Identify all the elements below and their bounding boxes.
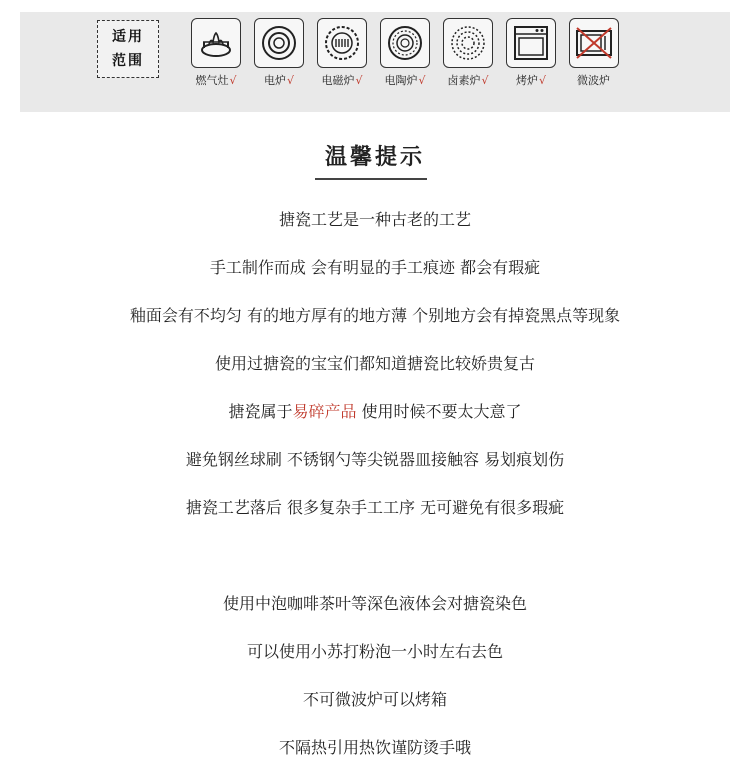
tip-line: 釉面会有不均匀 有的地方厚有的地方薄 个别地方会有掉瓷黑点等现象 [129, 306, 621, 325]
tip-line: 不隔热引用热饮谨防烫手哦 [278, 738, 471, 757]
scope-label-line1: 适用 [112, 29, 144, 45]
tip-text-after: 使用时候不要太大意了 [356, 402, 522, 421]
tip-text-before: 搪瓷属于 [228, 402, 293, 421]
stove-item-electric [249, 18, 309, 88]
stove-label: 电陶炉 [384, 74, 418, 87]
check-mark: √ [229, 74, 237, 87]
tip-line: 搪瓷工艺是一种古老的工艺 [278, 210, 471, 229]
stove-item-halogen [438, 18, 498, 88]
check-mark: √ [286, 74, 294, 87]
stove-label: 烤炉 [515, 74, 538, 87]
tips-title: 温馨提示 [324, 145, 425, 170]
check-mark: √ [418, 74, 426, 87]
ceramic-cooker-icon [380, 18, 430, 68]
oven-icon [506, 18, 556, 68]
check-mark: √ [481, 74, 489, 87]
stove-label: 燃气灶 [195, 74, 229, 87]
tip-line: 搪瓷工艺落后 很多复杂手工工序 无可避免有很多瑕疵 [185, 498, 565, 517]
stove-item-induction [312, 18, 372, 88]
tip-line: 不可微波炉可以烤箱 [302, 690, 447, 709]
tip-line-fragile [0, 399, 750, 422]
check-mark: √ [355, 74, 363, 87]
tip-line: 使用中泡咖啡茶叶等深色液体会对搪瓷染色 [222, 594, 527, 613]
stove-label: 电磁炉 [321, 74, 355, 87]
scope-label-line2: 范围 [112, 53, 144, 69]
scope-label-box [97, 20, 159, 78]
stove-item-microwave [564, 18, 624, 88]
stove-label: 微波炉 [577, 74, 610, 87]
induction-cooker-icon [317, 18, 367, 68]
tip-line: 使用过搪瓷的宝宝们都知道搪瓷比较娇贵复古 [214, 354, 535, 373]
gas-stove-icon [191, 18, 241, 68]
tip-line: 可以使用小苏打粉泡一小时左右去色 [246, 642, 503, 661]
check-mark: √ [538, 74, 546, 87]
stove-item-gas [186, 18, 246, 88]
microwave-crossed-icon [569, 18, 619, 68]
tip-line: 避免钢丝球刷 不锈钢勺等尖锐器皿接触容 易划痕划伤 [185, 450, 565, 469]
fragile-highlight: 易碎产品 [292, 402, 357, 421]
stove-label: 电炉 [263, 74, 286, 87]
tip-line: 手工制作而成 会有明显的手工痕迹 都会有瑕疵 [209, 258, 541, 277]
stove-label: 卤素炉 [447, 74, 481, 87]
stove-item-oven [501, 18, 561, 88]
halogen-cooker-icon [443, 18, 493, 68]
title-underline [315, 178, 427, 180]
stove-item-ceramic [375, 18, 435, 88]
electric-stove-icon [254, 18, 304, 68]
